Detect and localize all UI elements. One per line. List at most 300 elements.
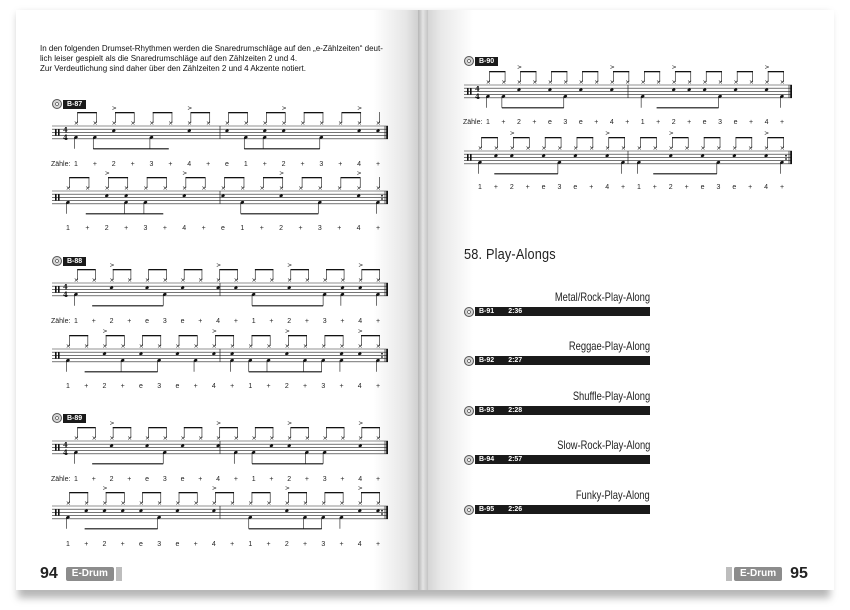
hihat-notehead: × xyxy=(763,145,769,152)
hihat-notehead: × xyxy=(91,277,97,284)
count-syllable: + xyxy=(120,541,125,548)
repeat-dot xyxy=(785,155,787,157)
snare-notehead xyxy=(287,444,291,448)
count-syllable: e xyxy=(225,161,229,168)
snare-notehead xyxy=(358,352,362,356)
snare-notehead xyxy=(733,88,737,92)
count-syllable: 4 xyxy=(182,225,187,232)
count-syllable: e xyxy=(180,318,185,325)
hihat-notehead: × xyxy=(748,145,754,152)
count-syllable: + xyxy=(779,184,785,191)
percussion-clef xyxy=(467,154,469,160)
note-beam xyxy=(290,269,308,270)
cd-icon xyxy=(464,455,474,465)
hihat-notehead: × xyxy=(356,120,362,127)
count-syllable: e xyxy=(732,184,737,191)
count-syllable: e xyxy=(573,184,578,191)
time-signature: 4 xyxy=(63,289,68,299)
hihat-notehead: × xyxy=(563,79,569,86)
snare-notehead xyxy=(358,509,362,513)
count-syllable: 3 xyxy=(322,318,327,325)
hihat-notehead: × xyxy=(224,120,230,127)
play-along-item[interactable] xyxy=(464,488,650,516)
snare-notehead xyxy=(109,444,113,448)
hihat-notehead: × xyxy=(375,185,381,192)
count-syllable: + xyxy=(85,225,90,232)
note-beam xyxy=(341,177,361,178)
repeat-dot xyxy=(381,195,383,197)
note-beam xyxy=(489,71,505,72)
count-syllable: + xyxy=(230,383,235,390)
note-beam xyxy=(326,427,344,428)
time-signature: 4 xyxy=(475,84,480,94)
accent-mark: > xyxy=(284,328,290,335)
note-beam xyxy=(179,335,198,336)
count-syllable: e xyxy=(702,119,707,126)
snare-notehead xyxy=(124,194,128,198)
track-id: B-93 xyxy=(475,406,498,415)
snare-notehead xyxy=(358,286,362,290)
track-id: B-87 xyxy=(63,100,86,109)
hihat-notehead: × xyxy=(175,343,181,350)
note-beam xyxy=(545,137,561,138)
snare-notehead xyxy=(180,444,184,448)
track-duration: 2:27 xyxy=(498,356,650,365)
count-label: Zähle: xyxy=(463,119,483,126)
note-beam xyxy=(191,112,210,113)
hihat-notehead: × xyxy=(201,185,207,192)
note-beam xyxy=(153,112,172,113)
count-syllable: 1 xyxy=(243,161,248,168)
repeat-dot xyxy=(381,510,383,512)
count-syllable: 3 xyxy=(716,184,721,191)
hihat-notehead: × xyxy=(149,120,155,127)
hihat-notehead: × xyxy=(266,343,272,350)
snare-notehead xyxy=(187,129,191,133)
time-signature: 4 xyxy=(63,125,68,135)
count-syllable: + xyxy=(168,161,173,168)
count-syllable: e xyxy=(547,119,552,126)
hihat-notehead: × xyxy=(317,185,323,192)
note-beam xyxy=(184,269,202,270)
accent-mark: > xyxy=(358,262,364,269)
play-along-title: Metal/Rock-Play-Along xyxy=(554,290,650,304)
count-syllable: + xyxy=(127,318,132,325)
count-syllable: 4 xyxy=(764,184,769,191)
snare-notehead xyxy=(764,154,768,158)
hihat-notehead: × xyxy=(198,277,204,284)
hihat-notehead: × xyxy=(65,500,71,507)
count-syllable: + xyxy=(589,184,594,191)
snare-notehead xyxy=(669,154,673,158)
time-signature: 4 xyxy=(475,91,480,101)
note-beam xyxy=(288,335,307,336)
note-beam xyxy=(215,492,234,493)
count-syllable: 1 xyxy=(74,318,78,325)
note-beam xyxy=(228,112,247,113)
snare-notehead xyxy=(145,286,149,290)
count-syllable: + xyxy=(594,119,599,126)
hihat-notehead: × xyxy=(573,145,579,152)
count-syllable: 2 xyxy=(109,476,114,483)
count-syllable: 4 xyxy=(187,161,192,168)
snare-notehead xyxy=(212,352,216,356)
snare-notehead xyxy=(121,509,125,513)
hihat-notehead: × xyxy=(284,343,290,350)
note-beam xyxy=(288,492,307,493)
count-syllable: + xyxy=(262,161,267,168)
hihat-notehead: × xyxy=(120,343,126,350)
hihat-notehead: × xyxy=(625,79,631,86)
note-beam xyxy=(551,71,567,72)
note-beam xyxy=(290,427,308,428)
count-syllable: + xyxy=(375,318,381,325)
hihat-notehead: × xyxy=(104,185,110,192)
count-syllable: + xyxy=(340,476,345,483)
note-beam xyxy=(106,335,125,336)
repeat-dot xyxy=(381,198,383,200)
count-syllable: 1 xyxy=(640,119,645,126)
count-syllable: 3 xyxy=(162,318,167,325)
repeat-dot xyxy=(381,356,383,358)
count-syllable: + xyxy=(127,476,132,483)
hihat-notehead: × xyxy=(286,277,293,284)
percussion-clef xyxy=(58,352,60,358)
count-syllable: 3 xyxy=(149,161,154,168)
count-syllable: + xyxy=(84,383,89,390)
accent-mark: > xyxy=(109,262,115,269)
percussion-clef xyxy=(58,444,60,450)
snare-notehead xyxy=(279,194,283,198)
hihat-notehead: × xyxy=(156,343,163,350)
count-syllable: 4 xyxy=(609,119,614,126)
count-syllable: + xyxy=(338,161,343,168)
snare-notehead xyxy=(541,154,545,158)
note-beam xyxy=(115,112,134,113)
hihat-notehead: × xyxy=(65,185,71,192)
note-beam xyxy=(224,177,244,178)
hihat-notehead: × xyxy=(85,185,91,192)
note-beam xyxy=(362,427,380,428)
snare-notehead xyxy=(230,352,234,356)
count-syllable: + xyxy=(525,184,530,191)
book-title-badge: E-Drum xyxy=(66,567,114,581)
hihat-notehead: × xyxy=(130,120,136,127)
snare-notehead xyxy=(102,509,106,513)
hihat-notehead: × xyxy=(102,500,108,507)
time-signature: 4 xyxy=(63,132,68,142)
hihat-notehead: × xyxy=(193,343,199,350)
track-duration: 2:57 xyxy=(498,455,650,464)
count-syllable: + xyxy=(84,541,89,548)
count-syllable: e xyxy=(180,476,185,483)
cd-icon xyxy=(464,505,474,515)
count-syllable: + xyxy=(621,184,626,191)
note-beam xyxy=(113,269,131,270)
hihat-notehead: × xyxy=(109,435,115,442)
count-syllable: + xyxy=(656,119,661,126)
count-syllable: e xyxy=(145,476,149,483)
count-syllable: + xyxy=(91,318,96,325)
count-syllable: + xyxy=(375,476,381,483)
time-signature: 4 xyxy=(63,440,68,450)
accent-mark: > xyxy=(605,130,611,137)
hihat-notehead: × xyxy=(233,435,239,442)
count-label: Zähle: xyxy=(51,318,71,325)
play-along-title: Shuffle-Play-Along xyxy=(572,389,650,403)
final-barline xyxy=(386,349,388,362)
percussion-clef xyxy=(55,286,57,292)
count-syllable: 1 xyxy=(478,184,482,191)
note-beam xyxy=(613,71,629,72)
note-beam xyxy=(325,335,344,336)
hihat-notehead: × xyxy=(322,277,328,284)
snare-notehead xyxy=(517,88,521,92)
hihat-notehead: × xyxy=(375,277,381,284)
accent-mark: > xyxy=(764,130,770,137)
note-beam xyxy=(108,177,128,178)
hihat-notehead: × xyxy=(525,145,531,152)
hihat-notehead: × xyxy=(233,277,239,284)
hihat-notehead: × xyxy=(656,79,662,86)
snare-notehead xyxy=(358,444,362,448)
hihat-notehead: × xyxy=(269,435,275,442)
track-id: B-89 xyxy=(63,414,86,423)
hihat-notehead: × xyxy=(338,120,344,127)
play-along-track-bar xyxy=(464,406,650,415)
snare-notehead xyxy=(579,88,583,92)
count-syllable: 2 xyxy=(287,476,292,483)
hihat-notehead: × xyxy=(175,500,181,507)
count-syllable: + xyxy=(91,476,96,483)
count-syllable: 1 xyxy=(66,383,70,390)
snare-notehead xyxy=(281,129,285,133)
count-syllable: + xyxy=(625,119,630,126)
hihat-notehead: × xyxy=(640,79,646,86)
final-barline xyxy=(386,441,388,454)
hihat-notehead: × xyxy=(516,79,522,86)
hihat-notehead: × xyxy=(609,79,615,86)
hihat-notehead: × xyxy=(248,343,254,350)
count-syllable: 2 xyxy=(279,225,284,232)
count-syllable: + xyxy=(339,541,344,548)
intro-line: lich leiser gespielt als die Snaredrumschläge auf den Zählzeiten 2 und 4. xyxy=(40,54,298,63)
note-beam xyxy=(179,492,198,493)
hihat-notehead: × xyxy=(321,500,327,507)
note-beam xyxy=(513,137,529,138)
hihat-notehead: × xyxy=(716,145,722,152)
snare-notehead xyxy=(494,154,498,158)
count-syllable: + xyxy=(233,476,238,483)
hihat-notehead: × xyxy=(180,277,186,284)
count-syllable: + xyxy=(687,119,692,126)
count-syllable: 1 xyxy=(636,184,641,191)
hihat-notehead: × xyxy=(251,435,257,442)
note-beam xyxy=(325,492,344,493)
snare-notehead xyxy=(700,154,704,158)
hihat-notehead: × xyxy=(732,145,738,152)
note-beam xyxy=(69,335,88,336)
snare-notehead xyxy=(287,286,291,290)
snare-notehead xyxy=(175,352,179,356)
percussion-clef xyxy=(55,444,57,450)
percussion-clef xyxy=(470,154,472,160)
accent-mark: > xyxy=(609,64,615,71)
count-syllable: + xyxy=(130,161,135,168)
play-along-item[interactable] xyxy=(464,339,650,367)
hihat-notehead: × xyxy=(143,185,149,192)
hihat-notehead: × xyxy=(321,343,327,350)
note-beam xyxy=(142,492,161,493)
snare-notehead xyxy=(605,154,609,158)
hihat-notehead: × xyxy=(168,120,174,127)
accent-mark: > xyxy=(671,64,677,71)
hihat-notehead: × xyxy=(686,79,692,86)
hihat-notehead: × xyxy=(248,500,254,507)
hihat-notehead: × xyxy=(205,120,211,127)
count-syllable: + xyxy=(206,161,211,168)
count-syllable: 3 xyxy=(321,383,326,390)
hihat-notehead: × xyxy=(578,79,584,86)
count-syllable: + xyxy=(339,383,344,390)
accent-mark: > xyxy=(279,170,285,177)
note-beam xyxy=(148,269,166,270)
percussion-clef xyxy=(55,194,57,200)
count-syllable: 2 xyxy=(104,225,109,232)
count-syllable: 4 xyxy=(211,541,216,548)
count-syllable: + xyxy=(120,383,125,390)
hihat-notehead: × xyxy=(73,120,79,127)
play-along-track-bar xyxy=(464,455,650,464)
hihat-notehead: × xyxy=(84,500,90,507)
accent-mark: > xyxy=(211,485,217,492)
count-syllable: + xyxy=(340,318,345,325)
percussion-clef xyxy=(55,129,57,135)
count-label: Zähle: xyxy=(51,476,71,483)
page-number-right: 95 xyxy=(790,565,808,582)
note-beam xyxy=(219,427,237,428)
play-along-track-bar xyxy=(464,505,650,514)
snare-notehead xyxy=(548,88,552,92)
snare-notehead xyxy=(732,154,736,158)
hihat-notehead: × xyxy=(594,79,600,86)
snare-notehead xyxy=(109,286,113,290)
play-along-item[interactable] xyxy=(464,290,650,318)
hihat-notehead: × xyxy=(162,435,168,442)
note-beam xyxy=(77,112,96,113)
accent-mark: > xyxy=(356,170,362,177)
count-syllable: 2 xyxy=(281,161,286,168)
hihat-notehead: × xyxy=(284,500,290,507)
hihat-notehead: × xyxy=(356,185,362,192)
play-along-item[interactable] xyxy=(464,389,650,417)
page-number-left: 94 xyxy=(40,565,58,582)
accent-mark: > xyxy=(284,485,290,492)
count-syllable: e xyxy=(175,383,180,390)
play-along-title: Reggae-Play-Along xyxy=(568,339,650,353)
hihat-notehead: × xyxy=(620,145,626,152)
note-beam xyxy=(113,427,131,428)
snare-notehead xyxy=(139,509,143,513)
note-beam xyxy=(255,427,273,428)
hihat-notehead: × xyxy=(73,435,79,442)
hihat-notehead: × xyxy=(358,277,364,284)
hihat-notehead: × xyxy=(251,277,257,284)
count-syllable: + xyxy=(375,161,381,168)
count-syllable: 4 xyxy=(358,476,363,483)
count-syllable: 2 xyxy=(102,541,107,548)
play-along-item[interactable] xyxy=(464,438,650,466)
count-syllable: + xyxy=(779,119,785,126)
snare-notehead xyxy=(212,509,216,513)
snare-notehead xyxy=(102,352,106,356)
count-syllable: 1 xyxy=(74,161,78,168)
hihat-notehead: × xyxy=(779,79,785,86)
count-syllable: 1 xyxy=(251,318,256,325)
hihat-notehead: × xyxy=(339,343,345,350)
percussion-clef xyxy=(58,509,60,515)
note-beam xyxy=(361,335,380,336)
snare-notehead xyxy=(145,444,149,448)
hihat-notehead: × xyxy=(109,277,115,284)
hihat-notehead: × xyxy=(717,79,723,86)
hihat-notehead: × xyxy=(485,79,491,86)
count-syllable: 2 xyxy=(284,383,289,390)
hihat-notehead: × xyxy=(84,343,90,350)
final-barline xyxy=(790,85,792,98)
hihat-notehead: × xyxy=(111,120,117,127)
hihat-notehead: × xyxy=(65,343,71,350)
count-syllable: e xyxy=(733,119,738,126)
hihat-notehead: × xyxy=(340,435,346,442)
hihat-notehead: × xyxy=(304,435,310,442)
hihat-notehead: × xyxy=(300,120,306,127)
hihat-notehead: × xyxy=(501,79,507,86)
hihat-notehead: × xyxy=(589,145,595,152)
count-syllable: + xyxy=(124,225,129,232)
cd-icon xyxy=(464,307,474,317)
hihat-notehead: × xyxy=(702,79,708,86)
hihat-notehead: × xyxy=(357,343,363,350)
note-beam xyxy=(481,137,497,138)
snare-notehead xyxy=(357,129,361,133)
hihat-notehead: × xyxy=(477,145,483,152)
repeat-dot xyxy=(381,513,383,515)
hihat-notehead: × xyxy=(700,145,706,152)
track-id: B-91 xyxy=(475,307,498,316)
count-syllable: + xyxy=(493,184,498,191)
count-syllable: 2 xyxy=(509,184,514,191)
hihat-notehead: × xyxy=(684,145,690,152)
hihat-notehead: × xyxy=(286,435,293,442)
accent-mark: > xyxy=(357,485,363,492)
snare-notehead xyxy=(376,129,380,133)
hihat-notehead: × xyxy=(733,79,739,86)
play-along-title: Slow-Rock-Play-Along xyxy=(556,438,650,452)
count-syllable: + xyxy=(303,383,308,390)
note-beam xyxy=(767,137,783,138)
snare-notehead xyxy=(216,286,220,290)
count-syllable: 1 xyxy=(251,476,256,483)
count-syllable: + xyxy=(375,225,381,232)
hihat-notehead: × xyxy=(302,343,308,350)
note-beam xyxy=(263,177,283,178)
count-syllable: + xyxy=(375,383,381,390)
snare-notehead xyxy=(702,88,706,92)
count-syllable: 3 xyxy=(557,184,562,191)
hihat-notehead: × xyxy=(337,185,343,192)
hihat-notehead: × xyxy=(547,79,553,86)
